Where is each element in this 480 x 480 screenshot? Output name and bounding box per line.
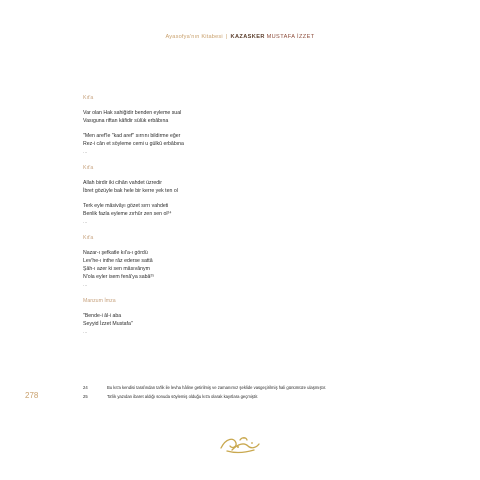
verse-line: İbret gözüyle bak hele bir kerre yek ten ol bbox=[83, 188, 178, 194]
section-title: Kıt'a bbox=[83, 235, 94, 241]
verse-line: "Bende-i âl-i aba bbox=[83, 313, 122, 319]
footnote-number: 25 bbox=[83, 394, 88, 399]
verse-line: Nazar-ı şefkatle kıl'a-ı gördü bbox=[83, 250, 148, 256]
section-title: Manzum İmza bbox=[83, 298, 116, 304]
running-header bbox=[0, 34, 480, 40]
verse-line: Rez-i cân et söyleme cemi u gülkû erbâbına bbox=[83, 141, 184, 147]
verse-line: Seyyid İzzet Mustafa" bbox=[83, 321, 133, 327]
poem-section bbox=[83, 234, 403, 289]
verse-line: Lev'he-ı inthe râz ederse sattâ bbox=[83, 258, 153, 264]
verse-line: Şâh-ı azer ki sen mâsıvânym bbox=[83, 266, 150, 272]
verse-line: "Men aref'le "kad aref" sırrını bildirme eğer bbox=[83, 133, 181, 139]
footnote-number: 24 bbox=[83, 385, 88, 390]
verse-line: Var olan Hak sahiğidir benden eyleme sual bbox=[83, 110, 182, 116]
section-ellipsis: ... bbox=[83, 219, 88, 225]
verse-line: Vasıguna riftan kâfidir sülük erbâbına bbox=[83, 118, 169, 124]
stanza-gap bbox=[83, 195, 403, 202]
section-ellipsis: ... bbox=[83, 149, 88, 155]
header-author-title: KAZASKER bbox=[230, 34, 265, 40]
header-author-name: MUSTAFA İZZET bbox=[266, 34, 315, 40]
footnote-text: Bu kıt'a kendisi tarafından ta'lik ile levha hâline getirilmiş ve zamanımız şeklide vasgeçirilmiş hali günümüze ulaşmıştır. bbox=[107, 385, 327, 390]
header-book-title: Ayasofya'nın Kitabesi bbox=[165, 34, 223, 40]
stanza-gap bbox=[83, 125, 403, 132]
poem-section bbox=[83, 94, 403, 156]
section-title: Kıt'a bbox=[83, 165, 94, 171]
section-ellipsis: ... bbox=[83, 282, 88, 288]
poem-section bbox=[83, 297, 403, 336]
page-number: 278 bbox=[25, 391, 39, 400]
verse-line: Benlik fazla eyleme zırhûr zen sen ol²⁴ bbox=[83, 211, 172, 217]
header-separator: | bbox=[225, 34, 228, 40]
verse-line: N'ola eyler isem fenâ'ya sabâ²⁵ bbox=[83, 274, 155, 280]
calligraphic-ornament-icon bbox=[218, 434, 262, 454]
footnote bbox=[83, 383, 423, 392]
section-title: Kıt'a bbox=[83, 95, 94, 101]
poem-content bbox=[83, 94, 403, 344]
verse-line: Terk eyle mâsivâyı gözet sırrı vahdeti bbox=[83, 203, 169, 209]
footnote bbox=[83, 392, 423, 401]
footnotes bbox=[83, 383, 423, 401]
footnote-text: Ta'lik yazıdan ibaret aldığı sonuda söylemiş olduğu kıt'a olarak kayıtlara geçmiştir. bbox=[107, 394, 259, 399]
section-ellipsis: ... bbox=[83, 329, 88, 335]
verse-line: Allah birdir iki cihân vahdet üzredir bbox=[83, 180, 163, 186]
poem-section bbox=[83, 164, 403, 226]
